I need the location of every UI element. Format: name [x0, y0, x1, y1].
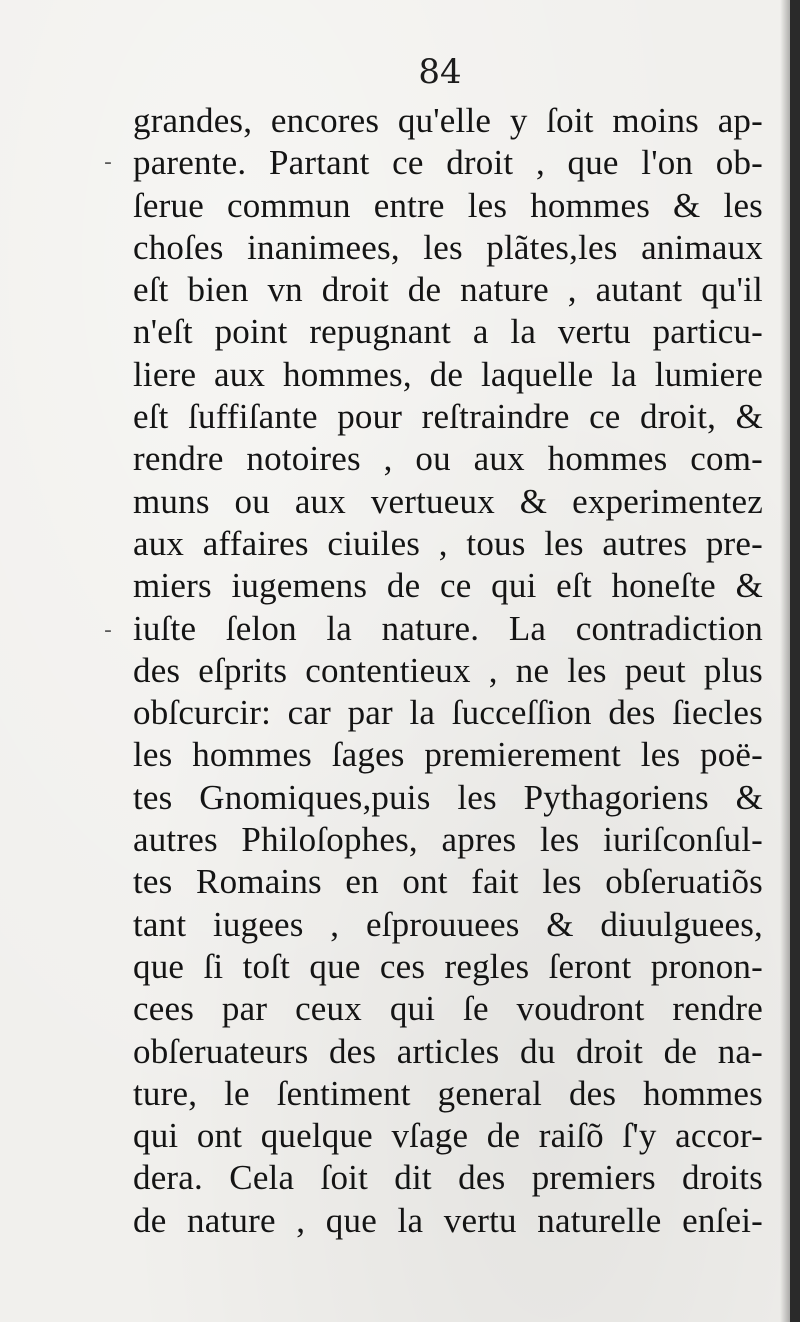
- text-line: parente. Partant ce droit , que l'on ob-: [133, 143, 763, 183]
- text-line: tes Gnomiques,puis les Pythagoriens &: [133, 777, 763, 817]
- text-line: n'eſt point repugnant a la vertu particu-: [133, 312, 763, 352]
- text-line: liere aux hommes, de laquelle la lumiere: [133, 354, 763, 394]
- text-line: obſeruateurs des articles du droit de na-: [133, 1031, 763, 1071]
- text-line: tes Romains en ont fait les obſeruatiõs: [133, 862, 763, 902]
- text-line: choſes inanimees, les plãtes,les animaux: [133, 227, 763, 267]
- text-line: qui ont quelque vſage de raiſõ ſ'y accor-: [133, 1116, 763, 1156]
- text-line: ſerue commun entre les hommes & les: [133, 185, 763, 225]
- text-line: cees par ceux qui ſe voudront rendre: [133, 989, 763, 1029]
- text-line: eſt bien vn droit de nature , autant qu'il: [133, 270, 763, 310]
- body-text: [133, 100, 763, 1242]
- text-line: obſcurcir: car par la ſucceſſion des ſiecles: [133, 693, 763, 733]
- text-line: autres Philoſophes, apres les iuriſconſul-: [133, 820, 763, 860]
- text-line: muns ou aux vertueux & experimentez: [133, 481, 763, 521]
- text-line: tant iugees , eſprouuees & diuulguees,: [133, 904, 763, 944]
- page-number: 84: [418, 52, 462, 92]
- text-line: les hommes ſages premierement les poë-: [133, 735, 763, 775]
- text-line: miers iugemens de ce qui eſt honeſte &: [133, 566, 763, 606]
- page-edge-shadow: [780, 0, 790, 1322]
- text-line: ture, le ſentiment general des hommes: [133, 1073, 763, 1113]
- text-line: de nature , que la vertu naturelle enſei-: [133, 1200, 763, 1240]
- text-line: aux affaires ciuiles , tous les autres pre-: [133, 523, 763, 563]
- text-line: iuſte ſelon la nature. La contradiction: [133, 608, 763, 648]
- text-line: rendre notoires , ou aux hommes com-: [133, 439, 763, 479]
- text-line: grandes, encores qu'elle y ſoit moins ap-: [133, 101, 763, 140]
- text-line: eſt ſuffiſante pour reſtraindre ce droit, &: [133, 397, 763, 437]
- margin-mark: -: [104, 150, 112, 175]
- text-line: que ſi toſt que ces regles ſeront pronon-: [133, 946, 763, 986]
- text-line: dera. Cela ſoit dit des premiers droits: [133, 1158, 763, 1198]
- margin-mark: -: [104, 618, 112, 643]
- text-line: des eſprits contentieux , ne les peut plus: [133, 650, 763, 690]
